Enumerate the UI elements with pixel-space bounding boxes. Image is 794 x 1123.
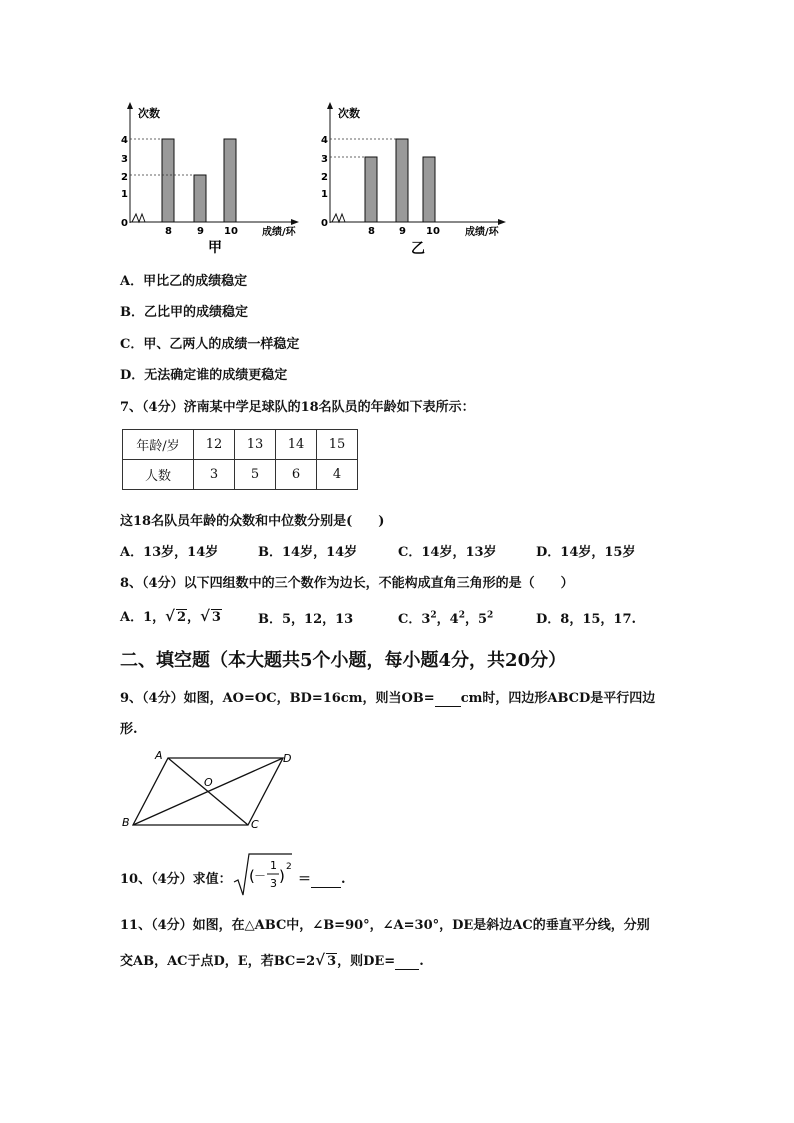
chart-yi-ytick: 0 [321, 218, 328, 229]
q6-option-b: B．乙比甲的成绩稳定 [120, 305, 248, 320]
chart-jia-xticks [165, 226, 238, 237]
chart-jia-y-arrow [127, 102, 133, 109]
chart-yi-xticks [368, 226, 440, 237]
q11-end: . [419, 954, 424, 969]
chart-jia-caption: 甲 [208, 240, 222, 256]
q7-option-b: B．14岁，14岁 [258, 545, 358, 560]
sqrt-sign: √ [200, 607, 210, 625]
q6-option-a: A．甲比乙的成绩稳定 [120, 274, 248, 289]
q10-exponent: 2 [286, 862, 292, 872]
vertex-label-a: A [155, 749, 163, 762]
table-cell: 6 [276, 460, 317, 490]
chart-jia-yticks [121, 135, 128, 229]
table-cell: 4 [317, 460, 358, 490]
q10-answer-blank [311, 872, 341, 888]
chart-jia-bar-10 [224, 139, 236, 222]
q8-option-c-term: ，4 [436, 612, 459, 627]
chart-yi-ytick: 3 [321, 154, 328, 165]
q10-equals: ＝ [298, 872, 312, 887]
q8-option-c-term: ，5 [464, 612, 488, 627]
q10-denominator: 3 [270, 877, 277, 890]
chart-jia-ytick: 0 [121, 218, 128, 229]
q10-answer [298, 868, 346, 888]
q8-option-a-sep: ， [187, 610, 201, 625]
age-table [122, 429, 358, 490]
chart-jia-ytick: 2 [121, 172, 128, 183]
q8-option-a [120, 606, 222, 625]
table-cell: 13 [235, 430, 276, 460]
q8-option-d: D．8，15，17. [536, 612, 637, 627]
chart-yi [315, 100, 525, 260]
chart-yi-ytick: 2 [321, 172, 328, 183]
chart-jia-x-arrow [291, 219, 299, 225]
chart-jia-xtick: 9 [197, 226, 204, 237]
q11-line-2 [120, 950, 424, 970]
chart-jia-xtick: 8 [165, 226, 172, 237]
chart-yi-ytick: 1 [321, 189, 328, 200]
chart-yi-y-arrow [327, 102, 333, 109]
q11-line-1: 11、（4分）如图，在△ABC中，∠B=90°，∠A=30°，DE是斜边AC的垂直平分线，分别 [120, 918, 650, 933]
chart-jia-ytick: 4 [121, 135, 128, 146]
chart-yi-xtick: 8 [368, 226, 375, 237]
q11-answer-blank [395, 954, 419, 970]
q7-option-a: A．13岁，14岁 [120, 545, 219, 560]
chart-jia-bar-9 [194, 175, 206, 222]
q8-option-c-term: 3 [421, 612, 431, 627]
vertex-label-b: B [122, 816, 130, 829]
diagonal-bd [133, 758, 283, 825]
chart-yi-ytick: 4 [321, 135, 328, 146]
sqrt-sign: √ [315, 951, 326, 969]
section-2-title: 二、填空题（本大题共5个小题，每小题4分，共20分） [120, 650, 567, 671]
table-cell: 3 [194, 460, 235, 490]
chart-jia [110, 100, 310, 260]
q8-option-a-prefix: A．1， [120, 610, 166, 625]
chart-yi-xtick: 10 [426, 226, 440, 237]
q11-text-before-radical: 交AB，AC于点D，E，若BC=2 [120, 954, 316, 969]
q10-close-paren: ) [279, 867, 285, 885]
q10-minus: － [254, 869, 267, 883]
sqrt-sign: √ [165, 607, 175, 625]
table-cell: 人数 [123, 460, 194, 490]
q6-option-d: D．无法确定谁的成绩更稳定 [120, 368, 288, 383]
table-cell: 14 [276, 430, 317, 460]
chart-yi-x-arrow [498, 219, 506, 225]
q8-option-c-exp: 2 [458, 610, 465, 621]
q9-answer-blank [435, 691, 461, 707]
q11-radicand: 3 [327, 954, 337, 969]
q10-radical-expression [232, 852, 297, 898]
q7-option-d: D．14岁，15岁 [536, 545, 636, 560]
chart-jia-bar-8 [162, 139, 174, 222]
table-row [123, 460, 358, 490]
chart-yi-bar-10 [423, 157, 435, 222]
table-cell: 12 [194, 430, 235, 460]
vertex-label-c: C [251, 818, 259, 831]
q6-option-c: C．甲、乙两人的成绩一样稳定 [120, 337, 300, 352]
table-cell: 5 [235, 460, 276, 490]
chart-yi-ylabel: 次数 [338, 107, 360, 120]
q9-line-2: 形. [120, 722, 138, 737]
chart-yi-bars [330, 139, 435, 222]
q7-question: 这18名队员年龄的众数和中位数分别是( ) [120, 514, 385, 529]
q8-option-c-prefix: C． [398, 612, 422, 627]
table-cell: 年龄/岁 [123, 430, 194, 460]
chart-jia-ylabel: 次数 [138, 107, 160, 120]
chart-yi-caption: 乙 [411, 241, 425, 257]
q10-numerator: 1 [270, 859, 277, 872]
q8-option-b: B．5，12，13 [258, 612, 354, 627]
table-row [123, 430, 358, 460]
chart-yi-xtick: 9 [399, 226, 406, 237]
q10-prefix: 10、（4分）求值： [120, 872, 232, 887]
q9-text-after-blank: cm时，四边形ABCD是平行四边 [460, 691, 656, 706]
q8-option-a-radicand-1: 2 [177, 610, 187, 625]
chart-yi-bar-9 [396, 139, 408, 222]
q9-text-before-blank: 9、（4分）如图，AO=OC，BD=16cm，则当OB= [120, 691, 435, 706]
q10-open-paren: ( [249, 867, 255, 885]
q8-option-c [398, 608, 493, 627]
q8-option-a-radicand-2: 3 [211, 610, 221, 625]
q7-stem: 7、（4分）济南某中学足球队的18名队员的年龄如下表所示： [120, 400, 475, 415]
parallelogram-figure [118, 748, 303, 834]
q7-option-c: C．14岁，13岁 [398, 545, 497, 560]
chart-jia-ytick: 3 [121, 154, 128, 165]
q8-option-c-exp: 2 [487, 610, 494, 621]
chart-jia-xlabel: 成绩/环 [262, 227, 296, 238]
q10-end: . [341, 872, 346, 887]
chart-yi-xlabel: 成绩/环 [465, 227, 499, 238]
q8-stem: 8、（4分）以下四组数中的三个数作为边长，不能构成直角三角形的是（ ） [120, 576, 574, 591]
q9-line-1 [120, 687, 655, 707]
chart-jia-ytick: 1 [121, 189, 128, 200]
vertex-label-o: O [204, 776, 213, 789]
chart-jia-bars [130, 139, 236, 222]
chart-yi-yticks [321, 135, 328, 229]
chart-yi-bar-8 [365, 157, 377, 222]
chart-jia-xtick: 10 [224, 226, 238, 237]
chart-jia-axis-break [132, 214, 145, 222]
vertex-label-d: D [283, 752, 292, 765]
q8-option-c-exp: 2 [430, 610, 437, 621]
table-cell: 15 [317, 430, 358, 460]
q11-text-mid: ，则DE= [337, 954, 396, 969]
chart-yi-axis-break [332, 214, 345, 222]
